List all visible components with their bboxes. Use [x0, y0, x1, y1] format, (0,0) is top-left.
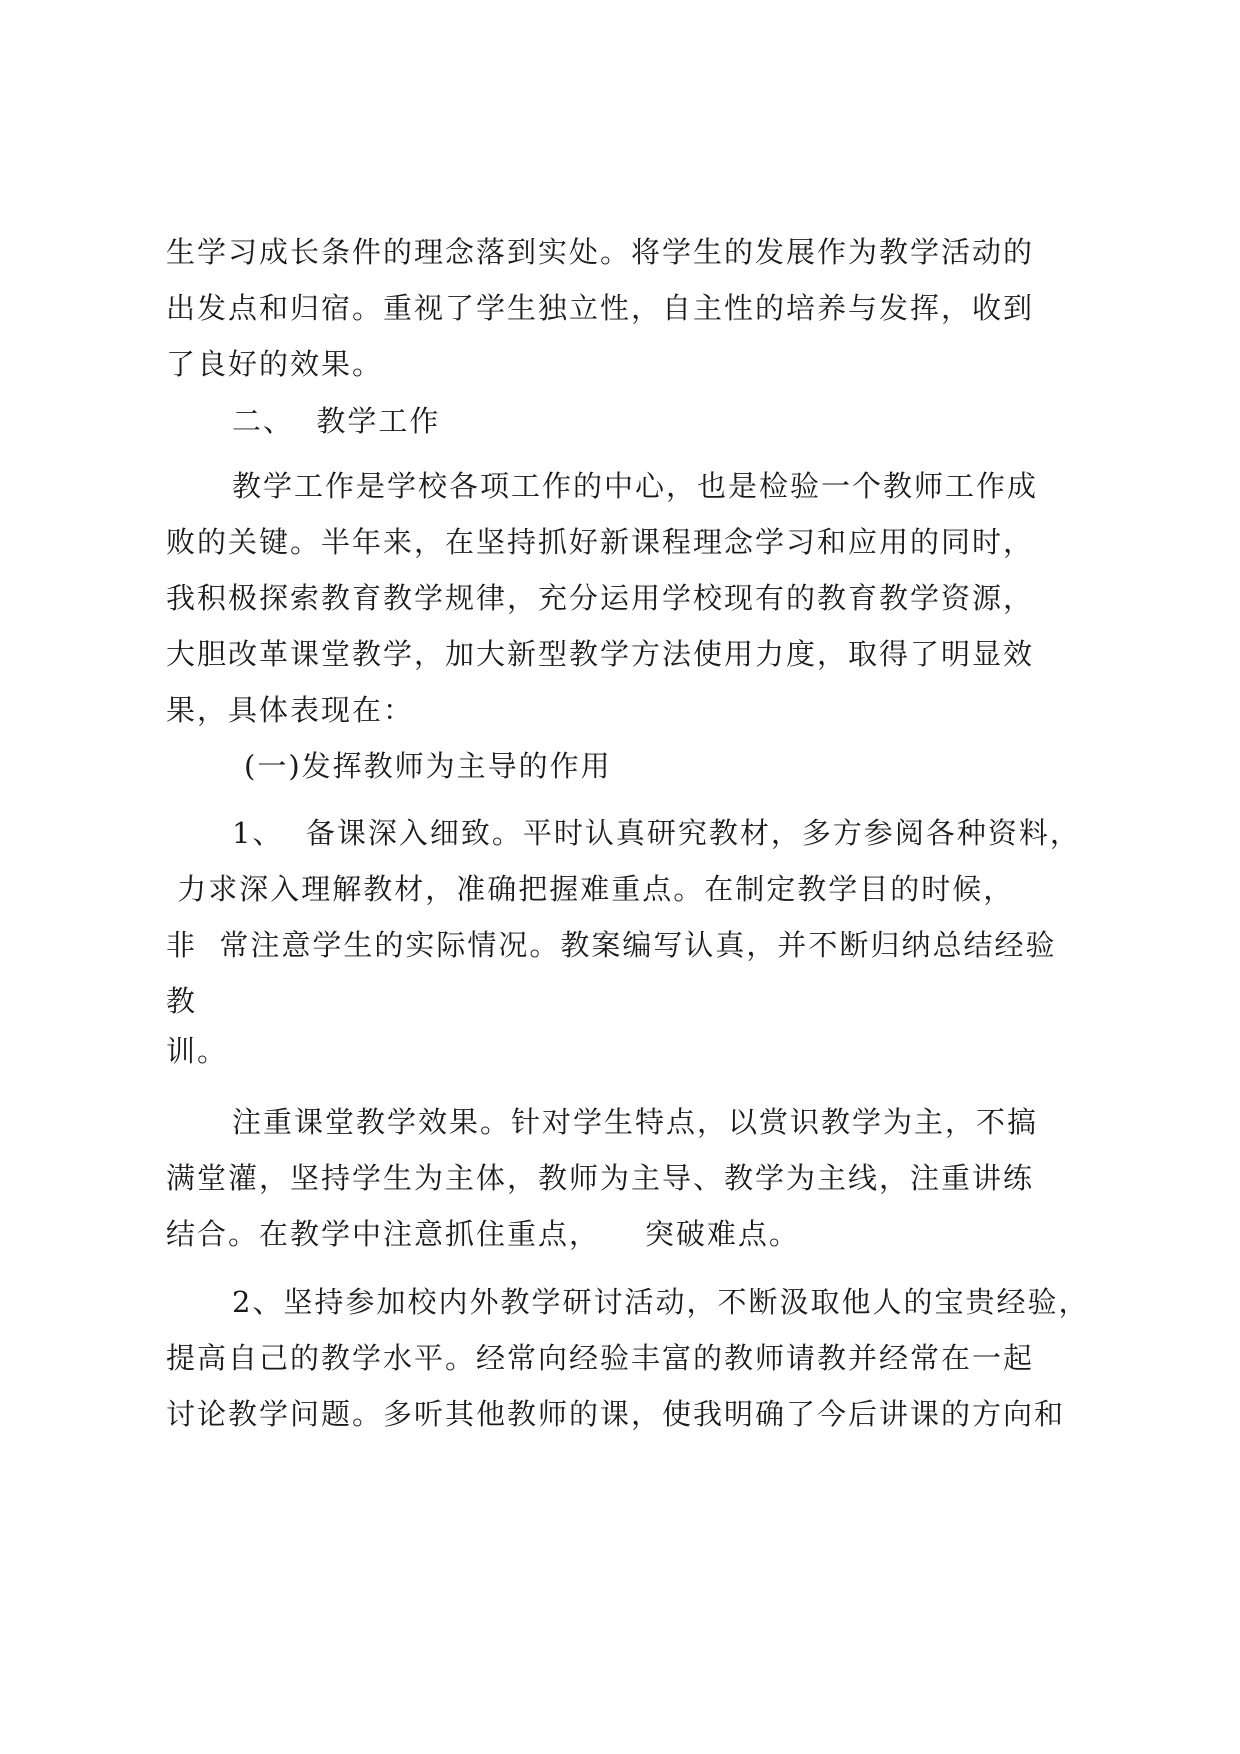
text-line: 生学习成长条件的理念落到实处。将学生的发展作为教学活动的	[166, 235, 1035, 269]
text-line: 我积极探索教育教学规律，充分运用学校现有的教育教学资源，	[166, 581, 1035, 615]
text-line: 提高自己的教学水平。经常向经验丰富的教师请教并经常在一起	[166, 1341, 1035, 1375]
text-line: 果，具体表现在：	[166, 693, 415, 727]
text-line: 2、坚持参加校内外教学研讨活动，不断汲取他人的宝贵经验，	[232, 1285, 1090, 1319]
text-line: 败的关键。半年来，在坚持抓好新课程理念学习和应用的同时，	[166, 525, 1035, 559]
text-line: 讨论教学问题。多听其他教师的课，使我明确了今后讲课的方向和	[166, 1397, 1066, 1431]
section-heading: 二、 教学工作	[232, 404, 441, 438]
text-line: 力求深入理解教材，准确把握难重点。在制定教学目的时候，	[166, 872, 1015, 906]
text-line: 非 常注意学生的实际情况。教案编写认真，并不断归纳总结经验	[166, 928, 1057, 962]
text-line: 满堂灌，坚持学生为主体，教师为主导、教学为主线，注重讲练	[166, 1161, 1035, 1195]
text-line: 注重课堂教学效果。针对学生特点，以赏识教学为主，不搞	[232, 1105, 1039, 1139]
text-line: 1、 备课深入细致。平时认真研究教材，多方参阅各种资料，	[232, 816, 1081, 850]
text-line: 了良好的效果。	[166, 347, 384, 381]
text-line: 出发点和归宿。重视了学生独立性，自主性的培养与发挥，收到	[166, 291, 1035, 325]
text-line: 结合。在教学中注意抓住重点， 突破难点。	[166, 1217, 800, 1251]
text-line: 训。	[166, 1034, 229, 1068]
text-line: 大胆改革课堂教学，加大新型教学方法使用力度，取得了明显效	[166, 637, 1035, 671]
text-line: 教	[166, 984, 198, 1018]
subsection-heading: (一)发挥教师为主导的作用	[244, 749, 612, 783]
text-line: 教学工作是学校各项工作的中心，也是检验一个教师工作成	[232, 469, 1039, 503]
